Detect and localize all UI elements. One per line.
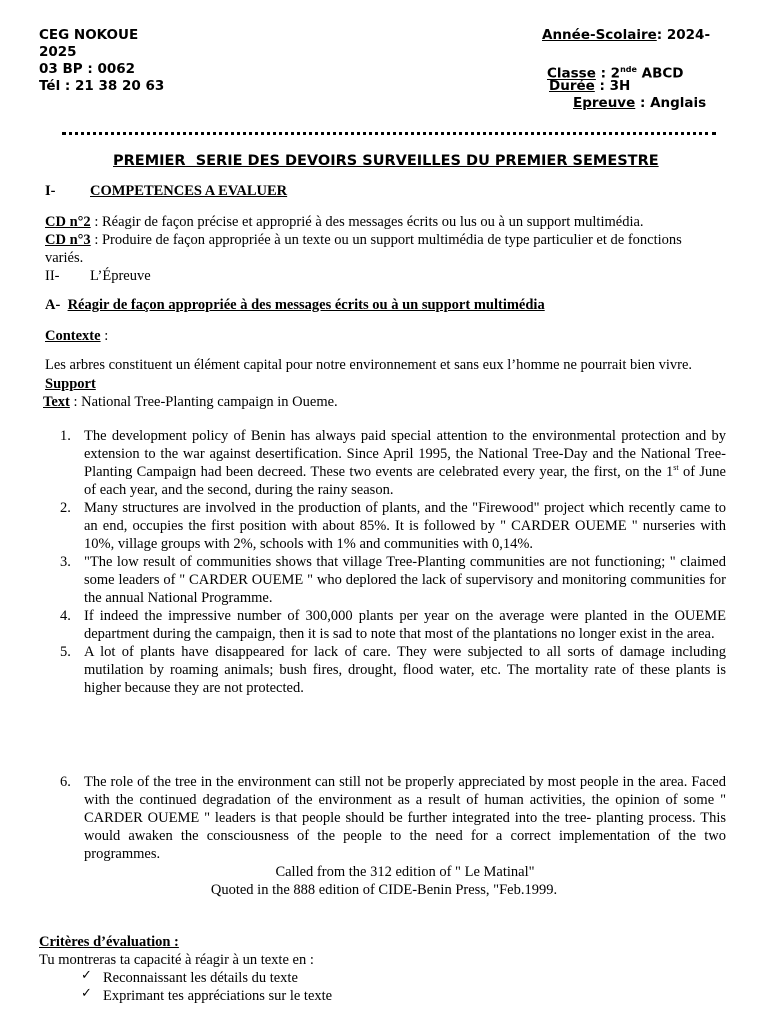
support-text-label: Text — [43, 394, 70, 410]
list-item — [60, 607, 726, 643]
text-paragraphs-continued — [60, 773, 726, 863]
school-name: CEG NOKOUE — [39, 27, 139, 43]
school-phone: Tél : 21 38 20 63 — [39, 78, 165, 94]
exam-subject-label: Epreuve — [573, 95, 636, 111]
school-year-label: Année-Scolaire — [542, 27, 657, 43]
school-bp: 03 BP : 0062 — [39, 61, 136, 77]
school-year-value: : 2024- — [656, 27, 711, 43]
paragraph-text: If indeed the impressive number of 300,000 plants per year on the average were planted in the OUEME department during the campaign, then it is sad to note that most of the plantations no longer exist in the area. — [84, 608, 726, 642]
context-text: Les arbres constituent un élément capital pour notre environnement et sans eux l’homme ne pourrait bien vivre. — [45, 357, 693, 373]
criteria-intro: Tu montreras ta capacité à réagir à un texte en : — [39, 952, 314, 968]
list-item — [60, 427, 726, 499]
paragraph-text: The development policy of Benin has always paid special attention to the environmental protection and by extension to the war against desertification. Since April 1995, the National Tree-Day and the National Tree-Planting Campaign had been decreed. These two events are celebrated every year, the first, on the 1 — [84, 428, 726, 480]
criteria-item: Exprimant tes appréciations sur le texte — [103, 988, 333, 1004]
check-icon: ✓ — [81, 968, 92, 983]
paragraph-number: 1. — [60, 428, 71, 444]
section-1-number: I- — [45, 183, 56, 199]
paragraph-tail: of June of each year, and the second, during the rainy season. — [84, 464, 726, 498]
list-item — [60, 499, 726, 553]
paragraph-number: 6. — [60, 774, 71, 790]
exam-subject-value: : Anglais — [639, 95, 707, 111]
class-label: Classe — [547, 65, 596, 82]
paragraph-text: "The low result of communities shows that village Tree-Planting communities are not functioning; " claimed some leaders of " CARDER OUEME " who deplored the lack of supervisory and monitoring communities for the annual National Programme. — [84, 554, 726, 606]
list-item — [60, 553, 726, 607]
paragraph-text: A lot of plants have disappeared for lack of care. They were subjected to all sorts of damage including mutilation by roaming animals; bush fires, drought, flood water, etc. The mortality rate of these plants is higher because they are not protected. — [84, 644, 726, 696]
school-year-continuation: 2025 — [39, 44, 77, 60]
paragraph-text: The role of the tree in the environment can still not be properly appreciated by most people in the area. Faced with the continued degradation of the environment as a result of human activities, the opinion of some " CARDER OUEME " leaders is that people should be further integrated into the tree- planting process. This would awaken the consciousness of the people to the need for a correct implementation of the two programmes. — [84, 774, 726, 862]
list-item — [60, 643, 726, 697]
criteria-title: Critères d’évaluation : — [39, 934, 179, 950]
class-sep: : 2 — [600, 65, 621, 82]
duration-label: Durée — [549, 78, 595, 94]
cd3-label: CD n°3 — [45, 232, 91, 248]
cd2-label: CD n°2 — [45, 214, 91, 230]
source-line-1: Called from the 312 edition of " Le Matinal" — [275, 864, 535, 880]
support-text-value: : National Tree-Planting campaign in Oueme. — [69, 394, 338, 410]
section-2-title: L’Épreuve — [90, 268, 151, 284]
cd3-line — [45, 231, 745, 249]
context-colon: : — [100, 328, 109, 344]
part-a-heading — [45, 297, 545, 314]
duration-info — [549, 78, 630, 95]
paragraph-number: 3. — [60, 554, 71, 570]
paragraph-sup: st — [673, 463, 679, 473]
source-line-2: Quoted in the 888 edition of CIDE-Benin Press, "Feb.1999. — [210, 882, 558, 898]
duration-value: : 3H — [599, 78, 631, 94]
context-label: Contexte — [45, 328, 101, 344]
support-text-line — [43, 393, 338, 411]
paragraph-number: 5. — [60, 644, 71, 660]
check-icon: ✓ — [81, 986, 92, 1001]
class-value: ABCD — [641, 65, 684, 82]
cd2-line — [45, 213, 735, 231]
text-paragraphs — [60, 427, 726, 697]
support-label: Support — [45, 376, 96, 392]
cd3-continuation: variés. — [45, 250, 84, 266]
paragraph-text: Many structures are involved in the production of plants, and the "Firewood" project which recently came to an end, occupies the first position with about 85%. It is followed by " CARDER OUEME " nurseries with 10%, village groups with 2%, schools with 1% and communities with 0,14%. — [84, 500, 726, 552]
cd3-text: : Produire de façon appropriée à un texte ou un support multimédia de type particulier et de fonctions — [90, 232, 682, 248]
paragraph-number: 4. — [60, 608, 71, 624]
part-a-title: Réagir de façon appropriée à des messages écrits ou à un support multimédia — [67, 297, 545, 313]
class-sup: nde — [620, 65, 637, 74]
criteria-item: Reconnaissant les détails du texte — [103, 970, 298, 986]
exam-subject — [573, 95, 706, 112]
paragraph-number: 2. — [60, 500, 71, 516]
section-2-number: II- — [45, 268, 60, 284]
dotted-divider — [62, 124, 716, 135]
part-a-label: A- — [45, 297, 61, 313]
section-1-title: COMPETENCES A EVALUER — [90, 183, 288, 199]
school-year — [542, 27, 710, 44]
context-heading — [45, 327, 108, 345]
list-item — [60, 773, 726, 863]
page-title: PREMIER SERIE DES DEVOIRS SURVEILLES DU PREMIER SEMESTRE — [113, 153, 659, 169]
cd2-text: : Réagir de façon précise et approprié à des messages écrits ou lus ou à un support multimédia. — [90, 214, 644, 230]
